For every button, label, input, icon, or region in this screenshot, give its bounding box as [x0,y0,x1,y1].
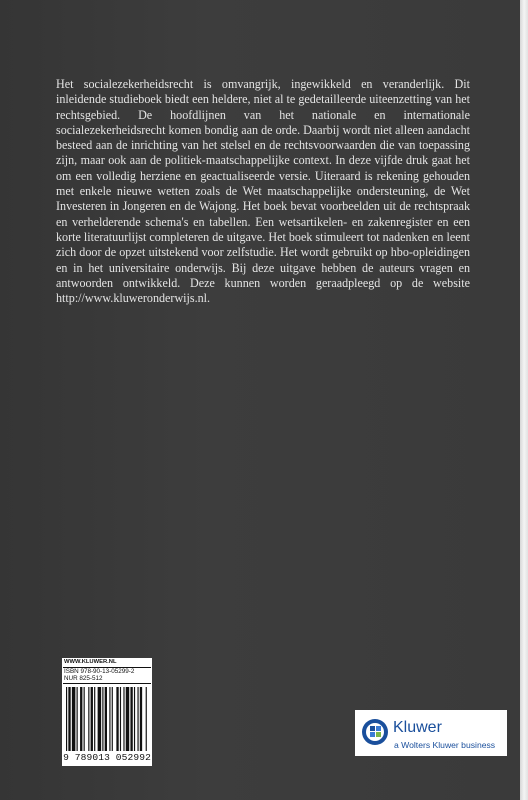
barcode-website: WWW.KLUWER.NL [64,659,117,665]
publisher-logo [355,710,507,756]
kluwer-logo-icon [361,718,389,746]
page-edge [520,0,528,800]
publisher-name: Kluwer [393,719,442,736]
barcode-divider [63,683,151,684]
nur-text: NUR 825-512 [64,675,103,682]
publisher-tagline: a Wolters Kluwer business [394,740,496,750]
isbn-text: ISBN 978-90-13-05299-2 [64,668,135,675]
barcode-bars [66,687,148,751]
back-cover-blurb: Het socialezekerheidsrecht is omvangrijk, ingewikkeld en veranderlijk. Dit inleidende studieboek biedt een heldere, niet al te gedetailleerde uiteenzetting van het rechtsgebied. De hoofdlijnen van het nationale en internationale socialezekerheidsrecht komen bondig aan de orde. Daarbij wordt niet alleen aandacht besteed aan de inrichting van het stelsel en de rechtsvoorwaarden die van toepassing zijn, maar ook aan de politiek-maatschappelijke context. In deze vijfde druk gaat het om een volledig herziene en geactualiseerde versie. Uiteraard is rekening gehouden met enkele nieuwe wetten zoals de Wet maatschappelijke ondersteuning, de Wet Investeren in Jongeren en de Wajong. Het boek bevat voorbeelden uit de rechtspraak en verhelderende schema's en tabellen. Een wetsartikelen- en zakenregister en een korte literatuurlijst completeren de uitgave. Het boek stimuleert tot nadenken en leent zich door de opzet uitstekend voor zelfstudie. Het wordt gebruikt op hbo-opleidingen en in het universitaire onderwijs. Bij deze uitgave hebben de auteurs vragen en antwoorden ontwikkeld. Deze kunnen worden geraadpleegd op de website http://www.kluweronderwijs.nl. [56,77,470,306]
barcode-digits: 9 789013 052992 [63,752,151,763]
barcode-label [62,658,152,766]
